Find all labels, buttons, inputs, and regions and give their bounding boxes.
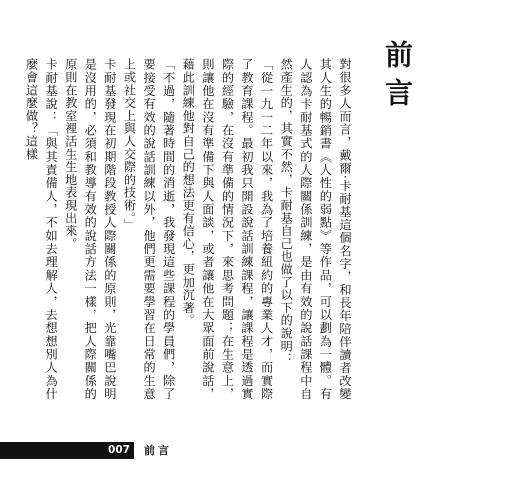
paragraph: 卡耐基發現在初期階段教授人際關係的原則，光靠嘴巴說明是沒用的，必須和教導有效的說話方法一樣，把人際關係的原則在教室裡活生生地表現出來。 [63, 58, 117, 400]
page-number: 007 [108, 444, 130, 456]
body-text [21, 58, 354, 400]
paragraph: 對很多人而言，戴爾·卡耐基這個名字，和長年陪伴讀者改變其人生的暢銷書《人性的弱點》等作品，可以劃為一體。有人認為卡耐基式的人際關係訓練，是由有效的說話課程中自然產生的，其實不然，卡耐基自己也做了以下的說明： [279, 58, 352, 400]
running-head: 前言 [144, 444, 172, 457]
paragraph: 「不過，隨著時間的消逝，我發現這些課程的學員們，除了要接受有效的說話訓練以外，他們更需要學習在日常的生意上或社交上與人交際的技術。」 [122, 58, 176, 400]
paragraph: 「從一九一二年以來，我為了培養紐約的專業人才，而實際了教育課程。最初我只開設說話訓練課程，讓課程是透過實際的經驗，在沒有準備的情況下，來思考問題；在生意上，則讓他在沒有準備下與人面談，或者讓他在大眾面前說話，藉此訓練他對自己的想法更有信心，更加沉著。 [181, 58, 274, 400]
page-title: 前言 [381, 40, 414, 116]
paragraph: 卡耐基說：「與其責備人，不如去理解人，去想想別人為什麼會這麼做？這樣 [24, 58, 59, 400]
